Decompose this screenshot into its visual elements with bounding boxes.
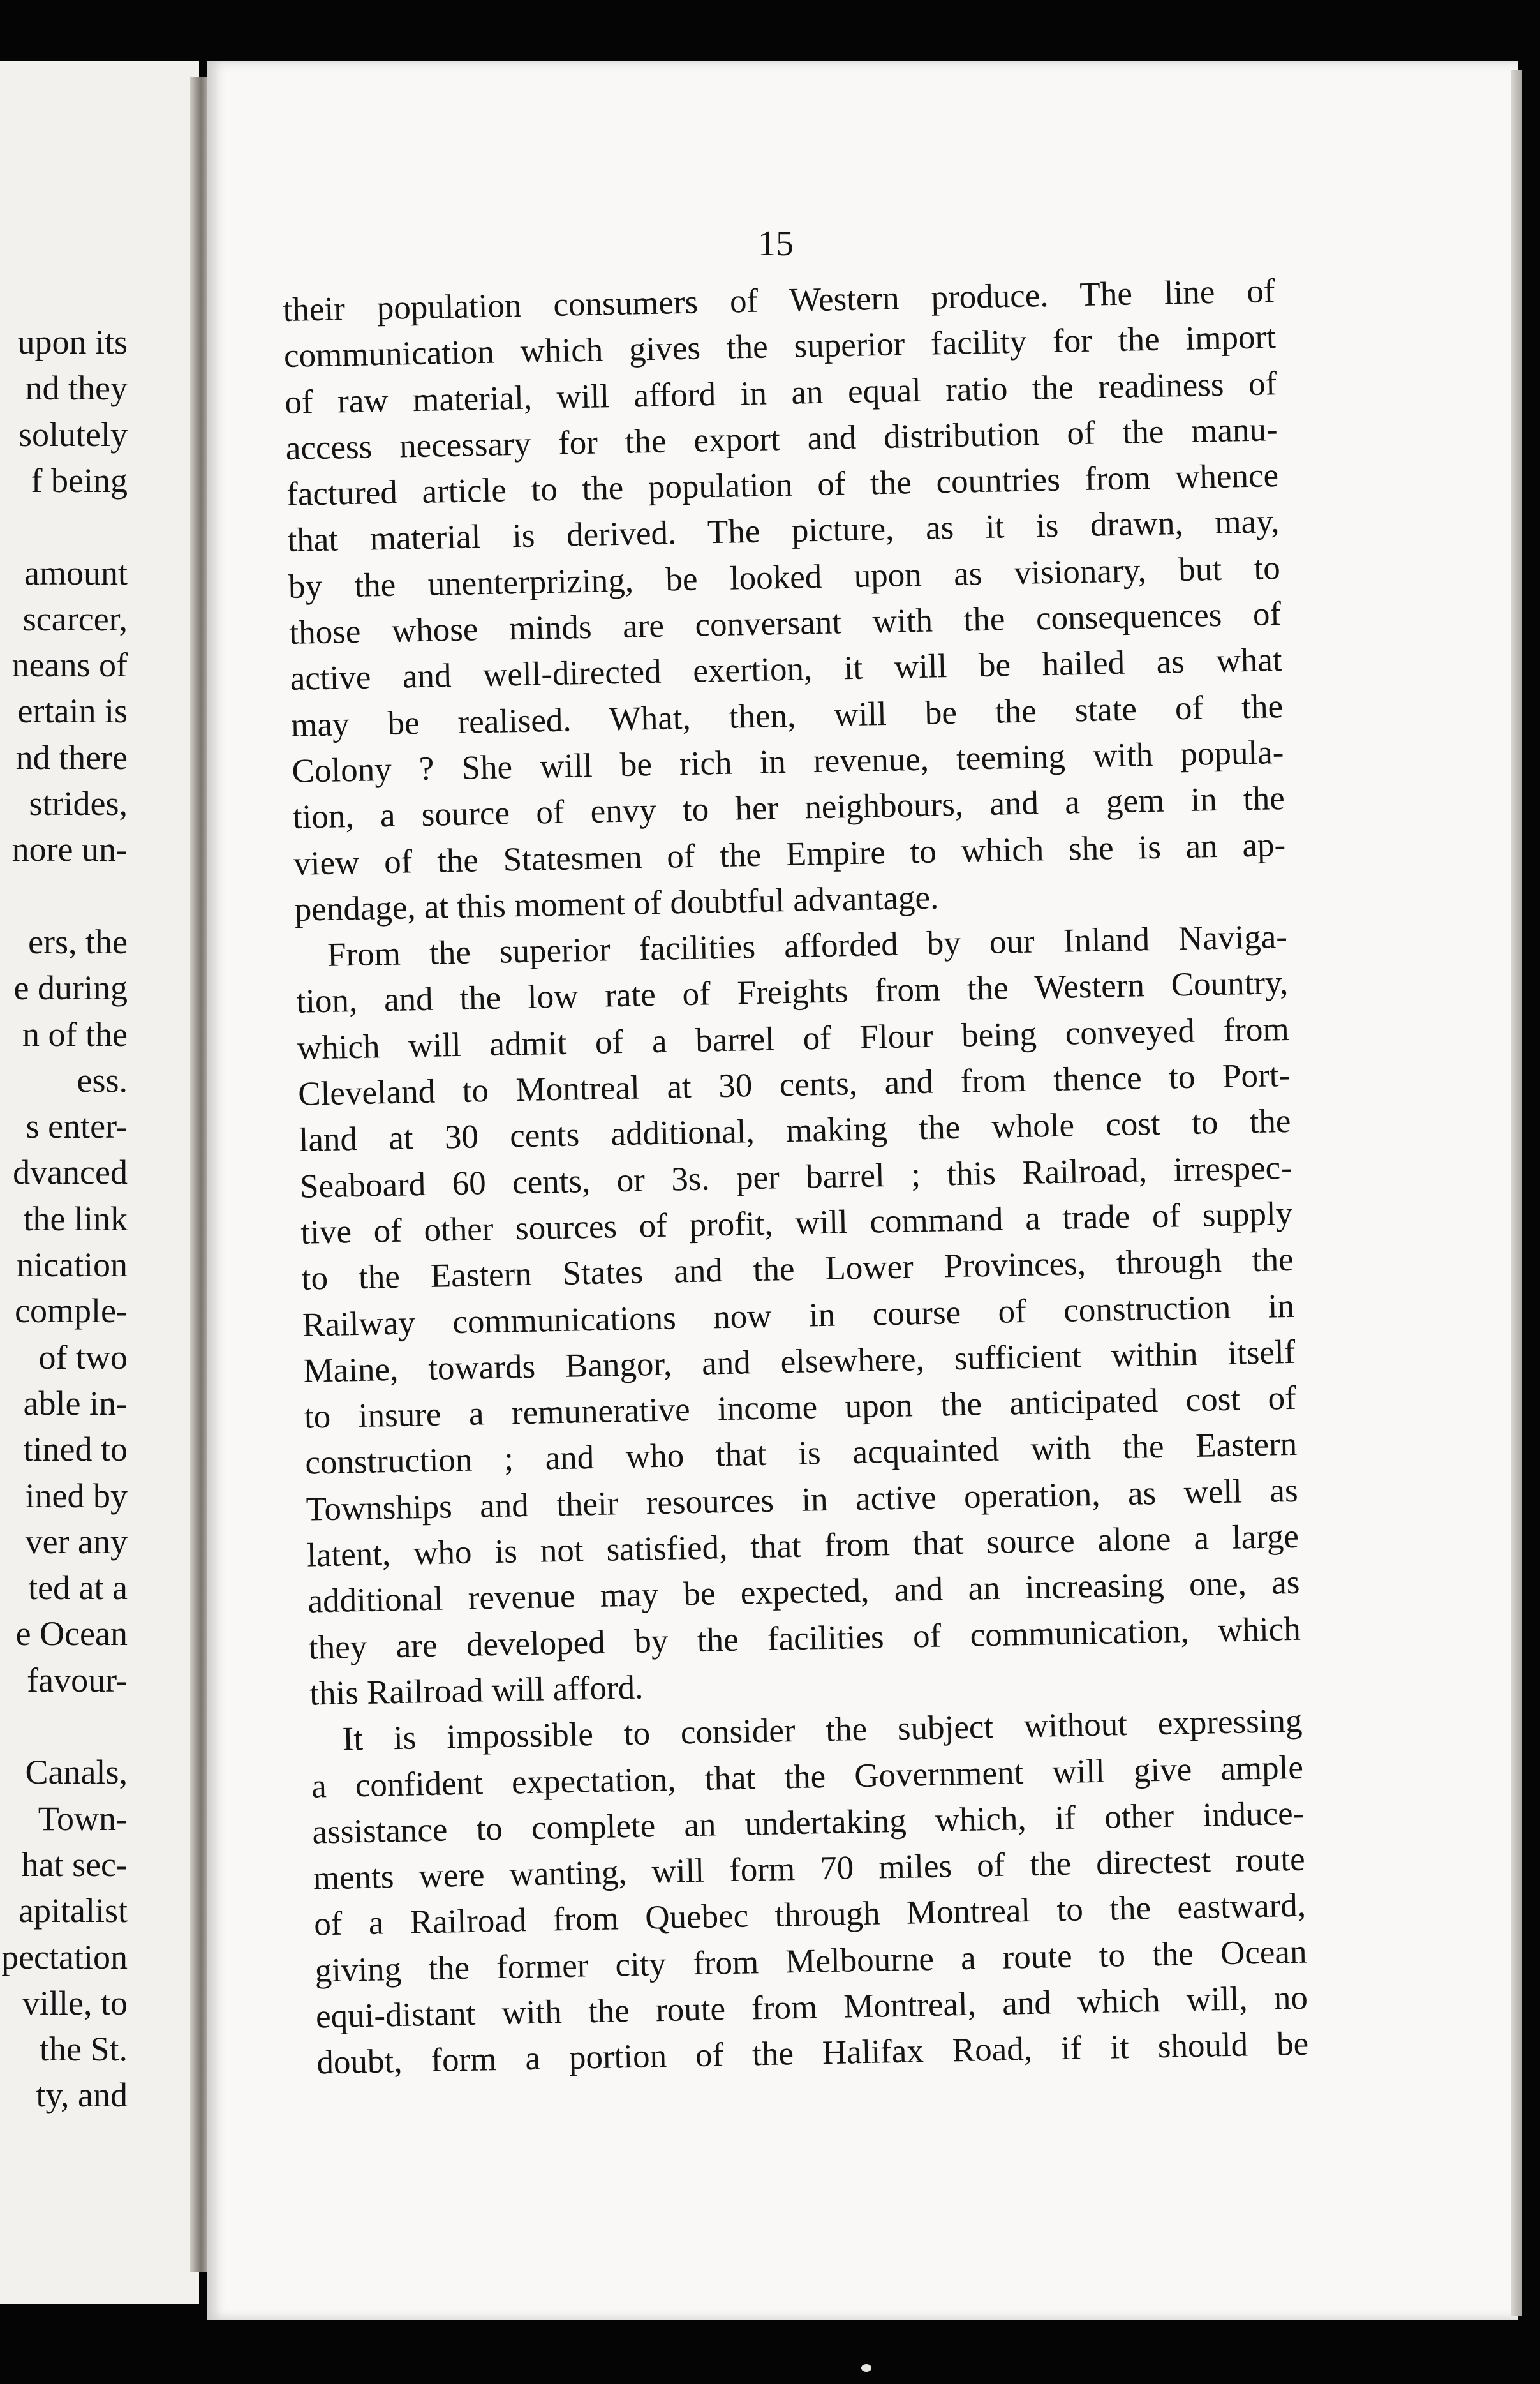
facing-page-text-fragment: nore un- (11, 830, 128, 869)
facing-page-text-fragment: solutely (19, 415, 128, 454)
facing-page-text-fragment: neans of (11, 646, 128, 685)
text-line: Townships and their resources in active operation, as well as (306, 1471, 1299, 1528)
facing-page-text-fragment: strides, (29, 784, 128, 823)
text-line: of a Railroad from Quebec through Montreal to the eastward, (313, 1887, 1307, 1943)
facing-page-text-fragment: nd there (15, 738, 128, 777)
facing-page-text-fragment: nd they (25, 369, 128, 408)
text-line: factured article to the population of the countries from whence (286, 457, 1279, 514)
text-line: by the unenterprizing, be looked upon as visionary, but to (288, 549, 1281, 606)
text-line: doubt, form a portion of the Halifax Road, if it should be (316, 2025, 1309, 2082)
text-line: Cleveland to Montreal at 30 cents, and from thence to Port- (297, 1056, 1291, 1113)
facing-page-text-fragment: nication (17, 1246, 128, 1284)
text-line: tion, a source of envy to her neighbours, and a gem in the (292, 780, 1285, 837)
page-number: 15 (758, 224, 794, 264)
text-line: assistance to complete an undertaking which, if other induce- (311, 1794, 1305, 1851)
text-line: this Railroad will afford. (309, 1669, 644, 1713)
facing-page-text-fragment: upon its (17, 323, 128, 361)
text-line: of raw material, will afford in an equal ratio the readiness of (284, 364, 1277, 421)
facing-page-text-fragment: of two (38, 1337, 128, 1376)
facing-page-text-fragment: ty, and (36, 2076, 128, 2115)
facing-page-text-fragment: ined by (25, 1476, 128, 1515)
facing-page-text-fragment: s enter- (26, 1107, 128, 1146)
page-edge (1511, 70, 1522, 2316)
text-line: to the Eastern States and the Lower Provinces, through the (301, 1241, 1294, 1297)
text-line: which will admit of a barrel of Flour being conveyed from (297, 1010, 1290, 1067)
text-line: they are developed by the facilities of communication, which (308, 1610, 1301, 1667)
facing-page-text-fragment: the St. (39, 2030, 128, 2069)
text-line: may be realised. What, then, will be the state of the (290, 687, 1284, 744)
facing-page-text-fragment: ver any (25, 1522, 128, 1561)
facing-page-text-fragment: ess. (77, 1061, 128, 1099)
dust-speck (861, 2364, 871, 2372)
text-line: giving the former city from Melbourne a route to the Ocean (315, 1933, 1307, 1990)
text-line: access necessary for the export and distribution of the manu- (285, 410, 1278, 467)
facing-page-text-fragment: Town- (38, 1799, 128, 1838)
facing-page-text-fragment: e Ocean (15, 1614, 128, 1653)
text-line: those whose minds are conversant with the consequences of (288, 595, 1282, 652)
text-line: It is impossible to consider the subject without expressing (342, 1702, 1303, 1758)
text-line: land at 30 cents additional, making the whole cost to the (299, 1103, 1291, 1159)
facing-page-text-fragment: e during (13, 969, 128, 1008)
facing-page-text-fragment: ers, the (28, 922, 128, 961)
text-line: Railway communications now in course of construction in (302, 1287, 1295, 1344)
text-line: that material is derived. The picture, as it is drawn, may, (287, 503, 1280, 560)
facing-page-text-fragment: apitalist (19, 1891, 128, 1930)
text-line: communication which gives the superior facility for the import (283, 318, 1277, 375)
text-line: view of the Statesmen of the Empire to which she is an ap- (293, 826, 1286, 883)
text-line: Maine, towards Bangor, and elsewhere, sufficient within itself (303, 1333, 1296, 1390)
facing-page-text-fragment: n of the (22, 1015, 128, 1054)
text-line: equi-distant with the route from Montreal, and which will, no (315, 1979, 1308, 2036)
text-line: pendage, at this moment of doubtful advantage. (294, 879, 939, 928)
facing-page-text-fragment: f being (31, 461, 128, 500)
text-line: tive of other sources of profit, will command a trade of supply (300, 1195, 1293, 1251)
text-line: From the superior facilities afforded by our Inland Naviga- (327, 918, 1288, 974)
text-line: ments were wanting, will form 70 miles of the directest route (313, 1840, 1306, 1897)
facing-page-text-fragment: amount (24, 553, 128, 592)
text-line: construction ; and who that is acquainted with the Eastern (304, 1426, 1298, 1482)
facing-page-text-fragment: tined to (23, 1430, 128, 1469)
facing-page-text-fragment: the link (23, 1199, 128, 1238)
text-line: tion, and the low rate of Freights from the Western Country, (295, 964, 1289, 1021)
text-line: Seaboard 60 cents, or 3s. per barrel ; this Railroad, irrespec- (299, 1149, 1292, 1205)
text-line: their population consumers of Western produce. The line of (283, 272, 1275, 329)
text-line: a confident expectation, that the Government will give ample (311, 1748, 1304, 1805)
text-line: active and well-directed exertion, it will be hailed as what (290, 641, 1283, 698)
facing-page-text-fragment: ville, to (22, 1983, 128, 2022)
text-line: additional revenue may be expected, and an increasing one, as (307, 1564, 1300, 1620)
facing-page-text-fragment: able in- (23, 1383, 128, 1422)
facing-page-text-fragment: ted at a (28, 1568, 128, 1607)
text-line: latent, who is not satisfied, that from that source alone a large (306, 1517, 1299, 1574)
facing-page-left (0, 61, 199, 2304)
body-text (283, 268, 1309, 2086)
facing-page-text-fragment: dvanced (13, 1153, 128, 1192)
facing-page-text-fragment: ertain is (17, 692, 128, 731)
facing-page-text-fragment: hat sec- (21, 1845, 128, 1884)
facing-page-text-fragment: pectation (1, 1937, 128, 1976)
text-line: Colony ? She will be rich in revenue, teeming with popula- (292, 733, 1284, 790)
facing-page-text-fragment: scarcer, (22, 599, 128, 638)
facing-page-text-fragment: favour- (27, 1660, 128, 1699)
facing-page-text-fragment: comple- (15, 1292, 128, 1330)
facing-page-text-fragment: Canals, (25, 1753, 128, 1792)
text-line: to insure a remunerative income upon the anticipated cost of (304, 1379, 1297, 1436)
